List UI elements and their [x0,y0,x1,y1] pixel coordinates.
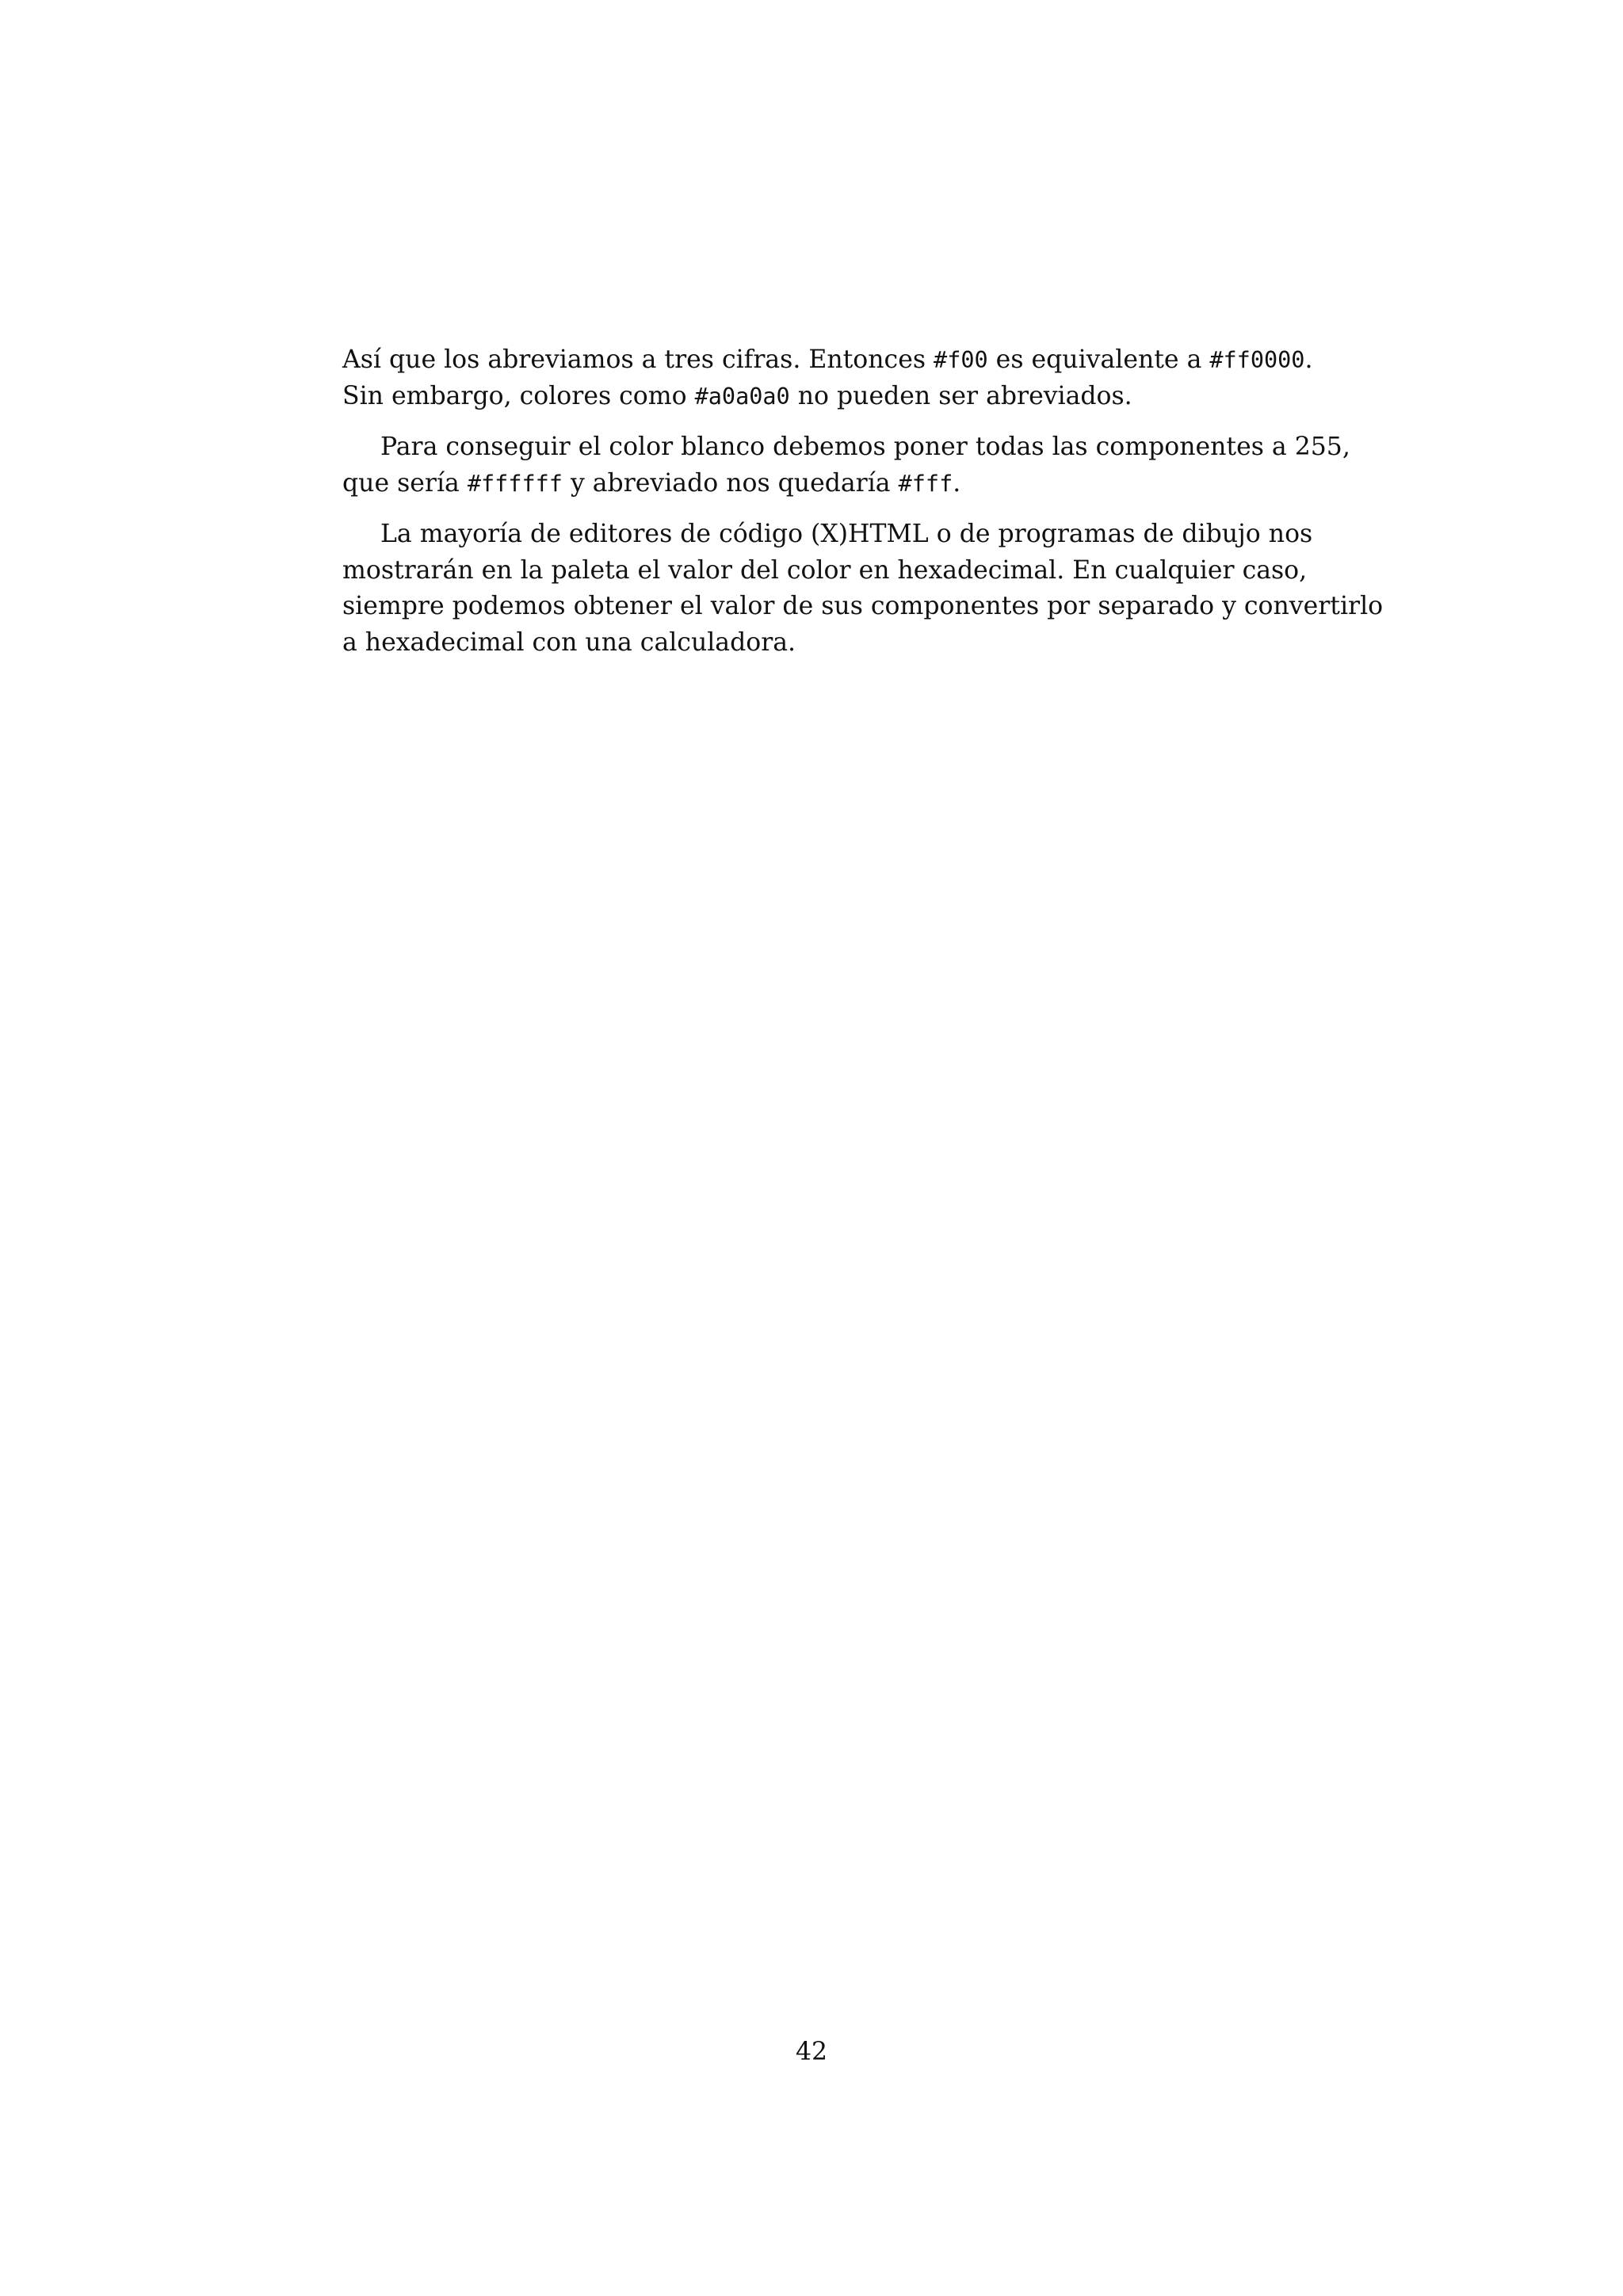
hex-code: #ff0000 [1209,347,1305,373]
text-run: La mayoría de editores de código (X)HTML o de programas de dibujo nos [380,520,1313,548]
text-run: Para conseguir el color blanco debemos poner todas las componentes a 255, [380,433,1350,461]
text-run: es equivalente a [987,345,1210,374]
paragraph-abbreviation [342,342,1313,414]
text-run: que sería [342,468,468,498]
hex-code: #a0a0a0 [694,383,790,410]
body-text [342,342,1384,661]
text-run: Así que los abreviamos a tres cifras. Entonces [342,345,934,374]
text-run: siempre podemos obtener el valor de sus componentes por separado y convertirlo [342,592,1384,620]
text-run: a hexadecimal con una calculadora. [342,627,796,657]
text-line [342,379,1285,415]
hex-code: #f00 [934,347,988,373]
text-run: . [1304,345,1313,374]
paragraph-editors [342,517,1384,661]
text-run: Sin embargo, colores como [342,381,695,410]
page-number: 42 [795,2038,828,2066]
text-line [342,429,1350,466]
text-line [342,553,1308,589]
text-line [342,466,1285,502]
text-line [342,589,1384,625]
text-line [342,342,1313,379]
text-run: no pueden ser abreviados. [789,381,1132,410]
hex-code: #fff [898,470,953,497]
paragraph-white-color [342,429,1350,502]
hex-code: #ffffff [467,470,563,497]
text-run: . [953,468,961,498]
text-line [342,625,1285,662]
text-line [342,517,1313,553]
text-run: mostrarán en la paleta el valor del color en hexadecimal. En cualquier caso, [342,555,1308,585]
text-run: y abreviado nos quedaría [562,468,899,498]
